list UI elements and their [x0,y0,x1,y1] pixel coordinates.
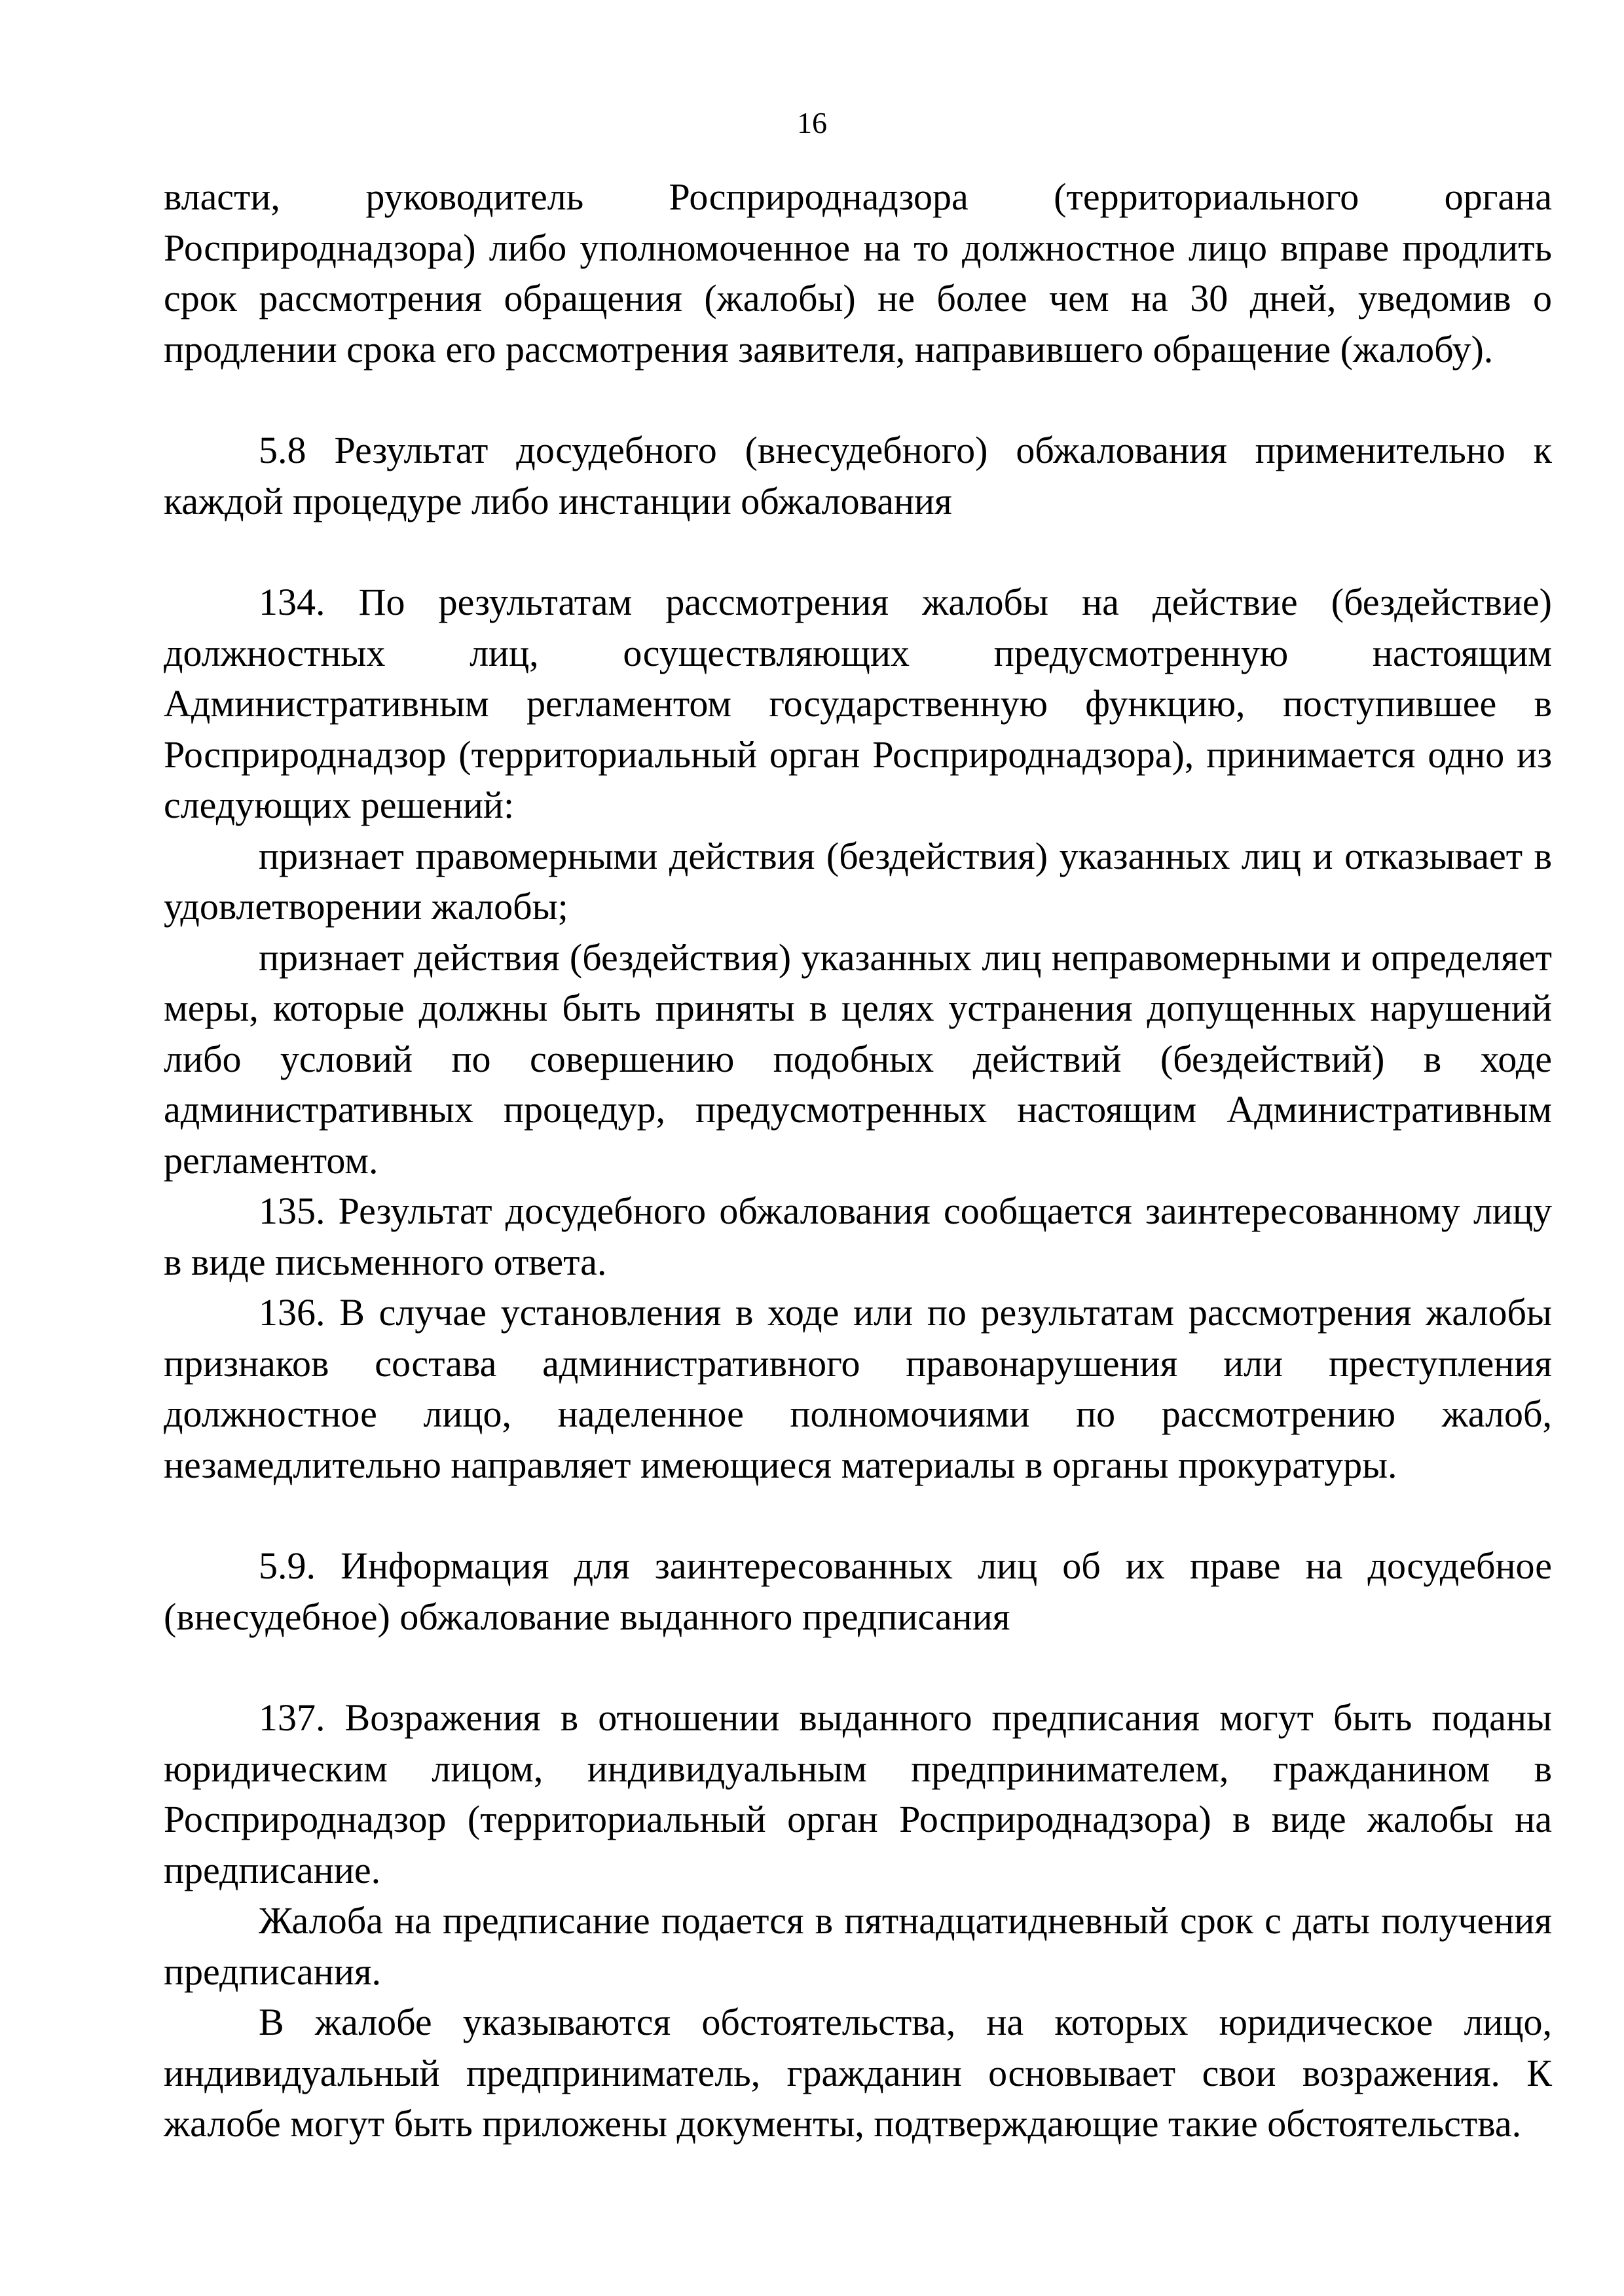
paragraph-137: 137. Возражения в отношении выданного предписания могут быть поданы юридическим лицом, индивидуальным предпринимателем, гражданином в Росприроднадзор (территориальный орган Росприроднадзора) в виде жалобы на предписание. [164,1696,1552,1891]
document-body [164,172,1552,2149]
section-heading-5-8: 5.8 Результат досудебного (внесудебного) обжалования применительно к каждой процедуре либо инстанции обжалования [164,429,1552,522]
paragraph-135: 135. Результат досудебного обжалования сообщается заинтересованному лицу в виде письменного ответа. [164,1190,1552,1283]
paragraph-decision-lawful: признает правомерными действия (бездействия) указанных лиц и отказывает в удовлетворении жалобы; [164,834,1552,928]
paragraph-complaint-contents: В жалобе указываются обстоятельства, на которых юридическое лицо, индивидуальный предприниматель, гражданин основывает свои возражения. К жалобе могут быть приложены документы, подтверждающие такие обстоятельства. [164,2001,1552,2145]
paragraph-complaint-deadline: Жалоба на предписание подается в пятнадцатидневный срок с даты получения предписания. [164,1899,1552,1993]
section-heading-5-9: 5.9. Информация для заинтересованных лиц об их праве на досудебное (внесудебное) обжалование выданного предписания [164,1544,1552,1638]
paragraph-continuation: власти, руководитель Росприроднадзора (территориального органа Росприроднадзора) либо уполномоченное на то должностное лицо вправе продлить срок рассмотрения обращения (жалобы) не более чем на 30 дней, уведомив о продлении срока его рассмотрения заявителя, направившего обращение (жалобу). [164,175,1552,371]
page-number: 16 [797,106,827,139]
paragraph-136: 136. В случае установления в ходе или по результатам рассмотрения жалобы признаков состава административного правонарушения или преступления должностное лицо, наделенное полномочиями по рассмотрению жалоб, незамедлительно направляет имеющиеся материалы в органы прокуратуры. [164,1291,1552,1486]
paragraph-decision-unlawful: признает действия (бездействия) указанных лиц неправомерными и определяет меры, которые должны быть приняты в целях устранения допущенных нарушений либо условий по совершению подобных действий (бездействий) в ходе административных процедур, предусмотренных настоящим Административным регламентом. [164,936,1552,1182]
paragraph-134: 134. По результатам рассмотрения жалобы на действие (бездействие) должностных лиц, осуществляющих предусмотренную настоящим Административным регламентом государственную функцию, поступившее в Росприроднадзор (территориальный орган Росприроднадзора), принимается одно из следующих решений: [164,581,1552,826]
